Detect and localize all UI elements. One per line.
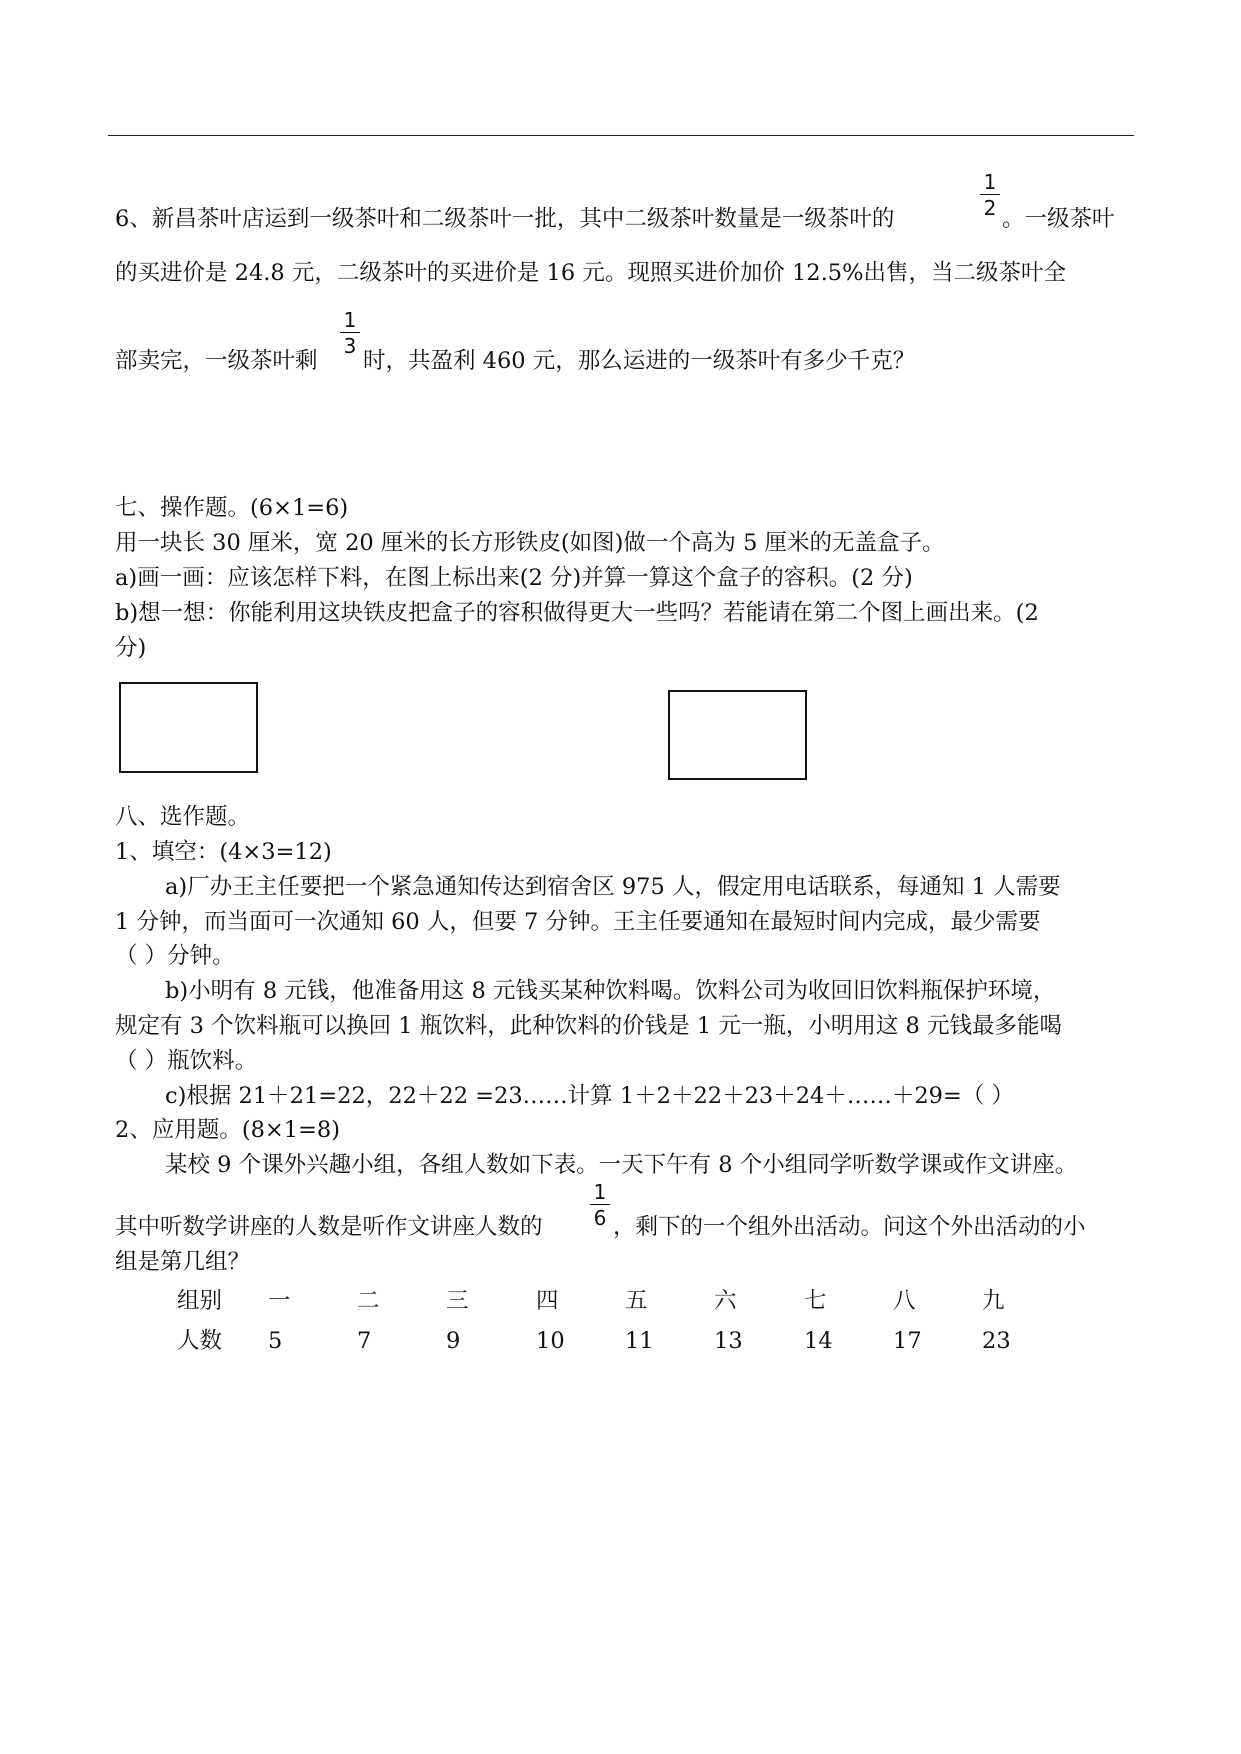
fill-b-line2: 规定有 3 个饮料瓶可以换回 1 瓶饮料，此种饮料的价钱是 1 元一瓶，小明用这 8 元钱最多能喝 — [115, 1013, 1062, 1039]
fraction-one-sixth — [590, 1182, 610, 1228]
table-cell-count: 10 — [536, 1328, 565, 1354]
frac-denominator: 6 — [593, 1206, 607, 1230]
section7-line3: b)想一想：你能利用这块铁皮把盒子的容积做得更大一些吗？若能请在第二个图上画出来。(2 — [115, 600, 1039, 626]
section7-line1: 用一块长 30 厘米，宽 20 厘米的长方形铁皮(如图)做一个高为 5 厘米的无盖盒子。 — [115, 530, 945, 556]
table-cell-count: 13 — [714, 1328, 743, 1354]
table-cell-group: 四 — [536, 1288, 559, 1314]
frac-bar — [980, 194, 1000, 195]
q6-line3-head: 部卖完，一级茶叶剩 — [115, 348, 318, 374]
frac-denominator: 3 — [343, 334, 357, 358]
section7-title: 七、操作题。(6×1=6) — [115, 495, 349, 521]
table-cell-count: 14 — [804, 1328, 833, 1354]
fill-a-line1: a)厂办王主任要把一个紧急通知传达到宿舍区 975 人，假定用电话联系，每通知 1 人需要 — [165, 874, 1061, 900]
table-cell-count: 7 — [357, 1328, 372, 1354]
frac-bar — [590, 1204, 610, 1205]
section7-line2: a)画一画：应该怎样下料，在图上标出来(2 分)并算一算这个盒子的容积。(2 分) — [115, 565, 913, 591]
table-cell-count: 9 — [446, 1328, 461, 1354]
table-cell-count: 17 — [893, 1328, 922, 1354]
problem-line3: 组是第几组？ — [115, 1249, 251, 1275]
table-row-label-groups: 组别 — [177, 1288, 223, 1314]
table-cell-group: 八 — [893, 1288, 916, 1314]
problem-line1: 某校 9 个课外兴趣小组，各组人数如下表。一天下午有 8 个小组同学听数学课或作文讲座。 — [165, 1152, 1078, 1178]
iron-sheet-rectangle-2 — [668, 690, 807, 780]
fill-a-line3: （ ）分钟。 — [115, 943, 235, 969]
section7-line4: 分) — [115, 635, 147, 661]
table-cell-group: 六 — [714, 1288, 737, 1314]
table-cell-group: 七 — [804, 1288, 827, 1314]
frac-numerator: 1 — [983, 170, 997, 194]
fill-b-line1: b)小明有 8 元钱，他准备用这 8 元钱买某种饮料喝。饮料公司为收回旧饮料瓶保护环境， — [165, 978, 1056, 1004]
frac-denominator: 2 — [983, 196, 997, 220]
table-row-label-counts: 人数 — [177, 1328, 223, 1354]
fill-c-line1: c)根据 21＋21=22，22＋22 =23……计算 1＋2＋22＋23＋24＋……＋29=（ ） — [165, 1083, 1014, 1109]
q6-line3-tail: 时，共盈利 460 元，那么运进的一级茶叶有多少千克？ — [363, 348, 916, 374]
fill-b-line3: （ ）瓶饮料。 — [115, 1048, 258, 1074]
table-cell-count: 23 — [982, 1328, 1011, 1354]
table-cell-group: 九 — [982, 1288, 1005, 1314]
frac-bar — [340, 332, 360, 333]
q6-line2: 的买进价是 24.8 元，二级茶叶的买进价是 16 元。现照买进价加价 12.5%出售，当二级茶叶全 — [115, 260, 1066, 286]
section8-title: 八、选作题。 — [115, 804, 251, 830]
fraction-one-third — [340, 310, 360, 356]
section8-sub2: 2、应用题。(8×1=8) — [115, 1117, 341, 1143]
table-cell-count: 5 — [268, 1328, 283, 1354]
table-cell-count: 11 — [625, 1328, 654, 1354]
table-cell-group: 一 — [268, 1288, 291, 1314]
iron-sheet-rectangle-1 — [119, 682, 258, 773]
q6-line1-tail: 。一级茶叶 — [1002, 206, 1115, 232]
problem-line2-tail: ，剩下的一个组外出活动。问这个外出活动的小 — [613, 1214, 1086, 1240]
section8-sub1: 1、填空：(4×3=12) — [115, 839, 332, 865]
frac-numerator: 1 — [593, 1180, 607, 1204]
problem-line2-head: 其中听数学讲座的人数是听作文讲座人数的 — [115, 1214, 543, 1240]
frac-numerator: 1 — [343, 308, 357, 332]
table-cell-group: 五 — [625, 1288, 648, 1314]
fraction-one-half — [980, 172, 1000, 218]
header-rule — [108, 135, 1134, 136]
q6-line1: 6、新昌茶叶店运到一级茶叶和二级茶叶一批，其中二级茶叶数量是一级茶叶的 — [115, 206, 895, 232]
fill-a-line2: 1 分钟，而当面可一次通知 60 人，但要 7 分钟。王主任要通知在最短时间内完成，最少需要 — [115, 909, 1041, 935]
table-cell-group: 三 — [446, 1288, 469, 1314]
table-cell-group: 二 — [357, 1288, 380, 1314]
